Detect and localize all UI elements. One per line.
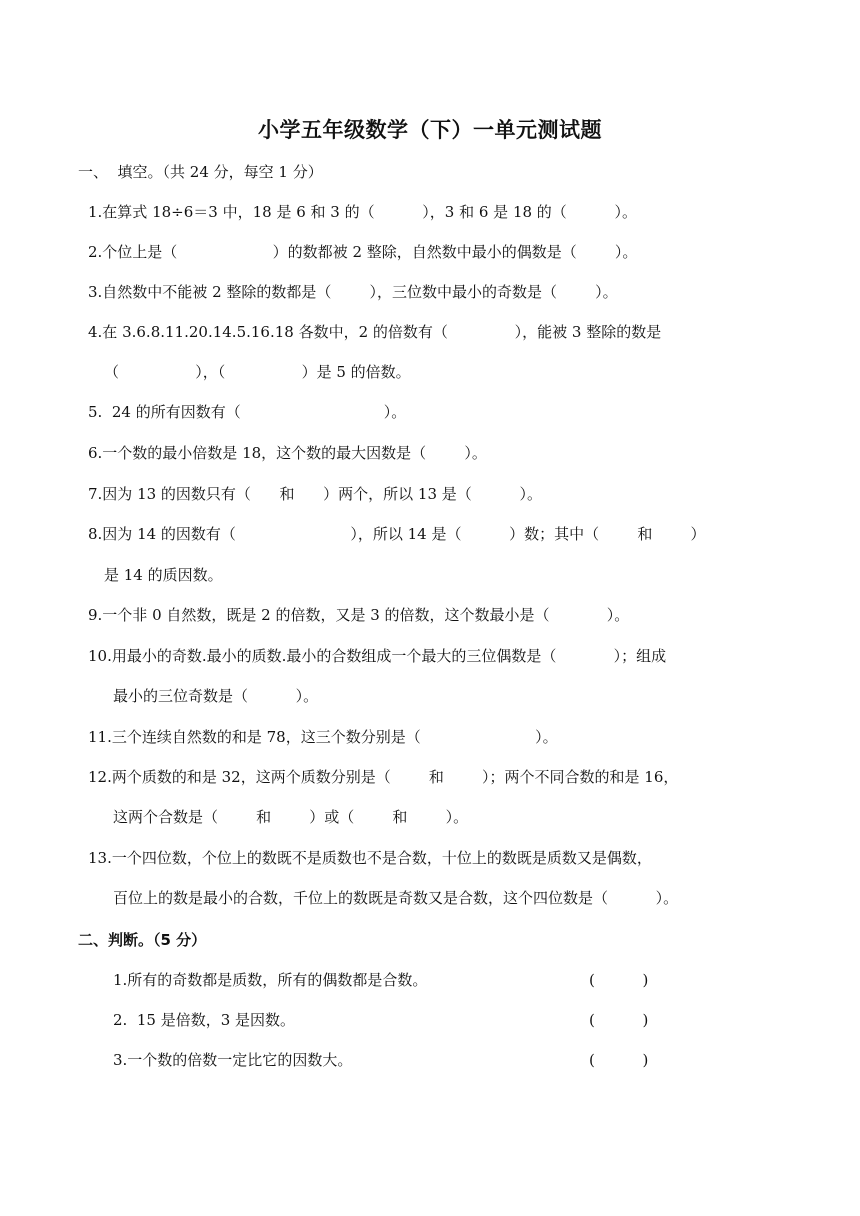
judge-item-1-answer-blank: ( ) [589,971,649,989]
section-1-heading: 一、 填空。（共 24 分，每空 1 分） [78,163,323,181]
question-4-line-2: （ ），（ ）是 5 的倍数。 [104,363,411,381]
question-10-line-1: 10.用最小的奇数.最小的质数.最小的合数组成一个最大的三位偶数是（ ）；组成 [88,647,667,665]
judge-item-3-answer-blank: ( ) [589,1051,649,1069]
question-9: 9.一个非 0 自然数，既是 2 的倍数，又是 3 的倍数，这个数最小是（ ）。 [88,606,630,624]
section-2-heading: 二、判断。（5 分） [78,931,207,949]
question-13-line-2: 百位上的数是最小的合数，千位上的数既是奇数又是合数，这个四位数是（ ）。 [113,889,679,907]
question-6: 6.一个数的最小倍数是 18，这个数的最大因数是（ ）。 [88,444,487,462]
question-7: 7.因为 13 的因数只有（ 和 ）两个，所以 13 是（ ）。 [88,485,542,503]
question-12-line-1: 12.两个质数的和是 32，这两个质数分别是（ 和 ）；两个不同合数的和是 16， [88,768,679,786]
question-11: 11.三个连续自然数的和是 78，这三个数分别是（ ）。 [88,728,558,746]
judge-item-3-text: 3.一个数的倍数一定比它的因数大。 [113,1051,353,1069]
judge-item-1-text: 1.所有的奇数都是质数，所有的偶数都是合数。 [113,971,428,989]
question-3: 3.自然数中不能被 2 整除的数都是（ ），三位数中最小的奇数是（ ）。 [88,283,618,301]
judge-item-2-text: 2. 15 是倍数，3 是因数。 [113,1011,296,1029]
question-12-line-2: 这两个合数是（ 和 ）或（ 和 ）。 [113,808,469,826]
question-13-line-1: 13.一个四位数，个位上的数既不是质数也不是合数，十位上的数既是质数又是偶数， [88,849,652,867]
question-1: 1.在算式 18÷6＝3 中，18 是 6 和 3 的（ ），3 和 6 是 18 的（ ）。 [88,203,637,221]
question-8-line-2: 是 14 的质因数。 [104,566,223,584]
question-2: 2.个位上是（ ）的数都被 2 整除，自然数中最小的偶数是（ ）。 [88,243,638,261]
question-5: 5. 24 的所有因数有（ ）。 [88,403,407,421]
question-8-line-1: 8.因为 14 的因数有（ ），所以 14 是（ ）数；其中（ 和 ） [88,525,706,543]
judge-item-2-answer-blank: ( ) [589,1011,649,1029]
page-title: 小学五年级数学（下）一单元测试题 [258,118,602,142]
question-10-line-2: 最小的三位奇数是（ ）。 [113,687,319,705]
question-4-line-1: 4.在 3.6.8.11.20.14.5.16.18 各数中，2 的倍数有（ ），能被 3 整除的数是 [88,323,662,341]
